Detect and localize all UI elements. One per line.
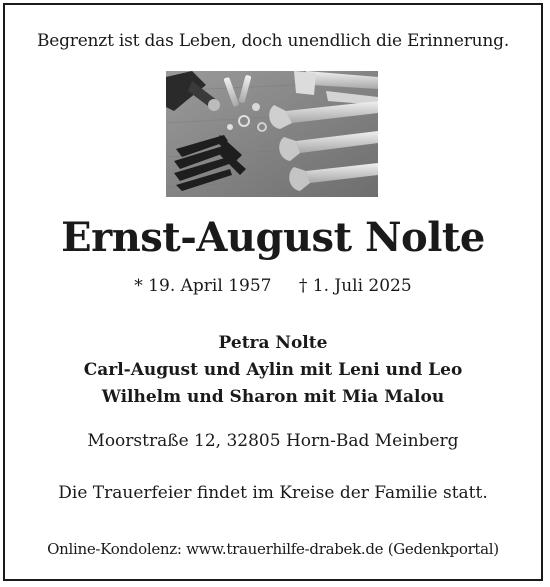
funeral-note: Die Trauerfeier findet im Kreise der Familie statt. — [58, 483, 488, 503]
tools-photo-icon — [166, 71, 378, 197]
mourner-line: Carl-August und Aylin mit Leni und Leo — [83, 360, 463, 380]
life-dates — [5, 276, 541, 296]
mourners-list — [5, 330, 541, 411]
tools-photo — [166, 71, 378, 197]
mourner-line: Petra Nolte — [218, 333, 328, 353]
obituary-notice — [3, 3, 543, 581]
death-date: † 1. Juli 2025 — [298, 276, 412, 296]
birth-date: * 19. April 1957 — [134, 276, 272, 296]
deceased-name: Ernst-August Nolte — [61, 214, 485, 261]
online-condolence: Online-Kondolenz: www.trauerhilfe-drabek.de (Gedenkportal) — [47, 540, 499, 558]
family-address: Moorstraße 12, 32805 Horn-Bad Meinberg — [87, 431, 459, 451]
mourner-line: Wilhelm und Sharon mit Mia Malou — [101, 387, 445, 407]
memorial-quote: Begrenzt ist das Leben, doch unendlich die Erinnerung. — [36, 31, 510, 51]
